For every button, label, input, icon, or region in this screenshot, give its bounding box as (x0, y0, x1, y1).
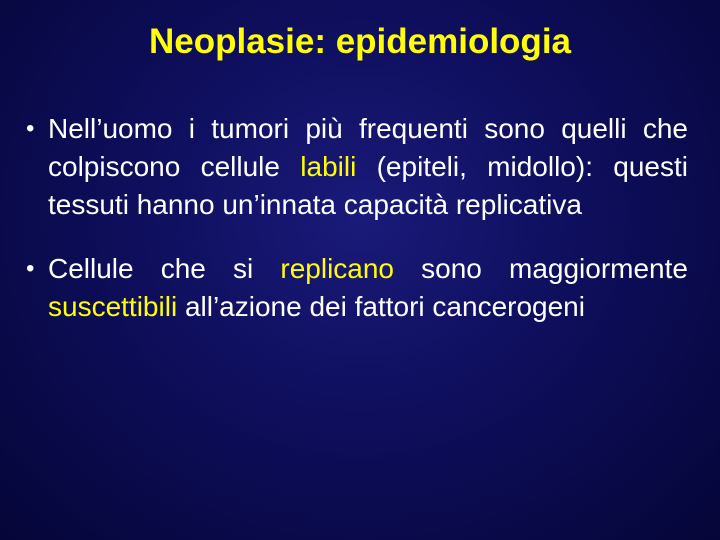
highlight-replicano: replicano (280, 253, 395, 284)
bullet-item-2 (26, 250, 688, 326)
highlight-labili: labili (300, 151, 357, 182)
bullet-2-text-c: all’azione dei fattori cancerogeni (177, 291, 585, 322)
bullet-item-1 (26, 110, 688, 224)
bullet-2-text-a: Cellule che si (48, 253, 281, 284)
bullet-1-text-b: (epiteli, midollo): questi tessuti hanno un’innata capacità replicativa (48, 151, 688, 220)
highlight-suscettibili: suscettibili (48, 291, 178, 322)
bullet-list (26, 110, 688, 352)
slide-title: Neoplasie: epidemiologia (148, 22, 572, 61)
bullet-1-text-a: Nell’uomo i tumori più frequenti sono quelli che colpiscono cellule (48, 113, 688, 182)
bullet-2-text-b: sono maggiormente (394, 253, 688, 284)
bullet-icon: • (26, 255, 35, 282)
bullet-icon: • (26, 115, 35, 142)
